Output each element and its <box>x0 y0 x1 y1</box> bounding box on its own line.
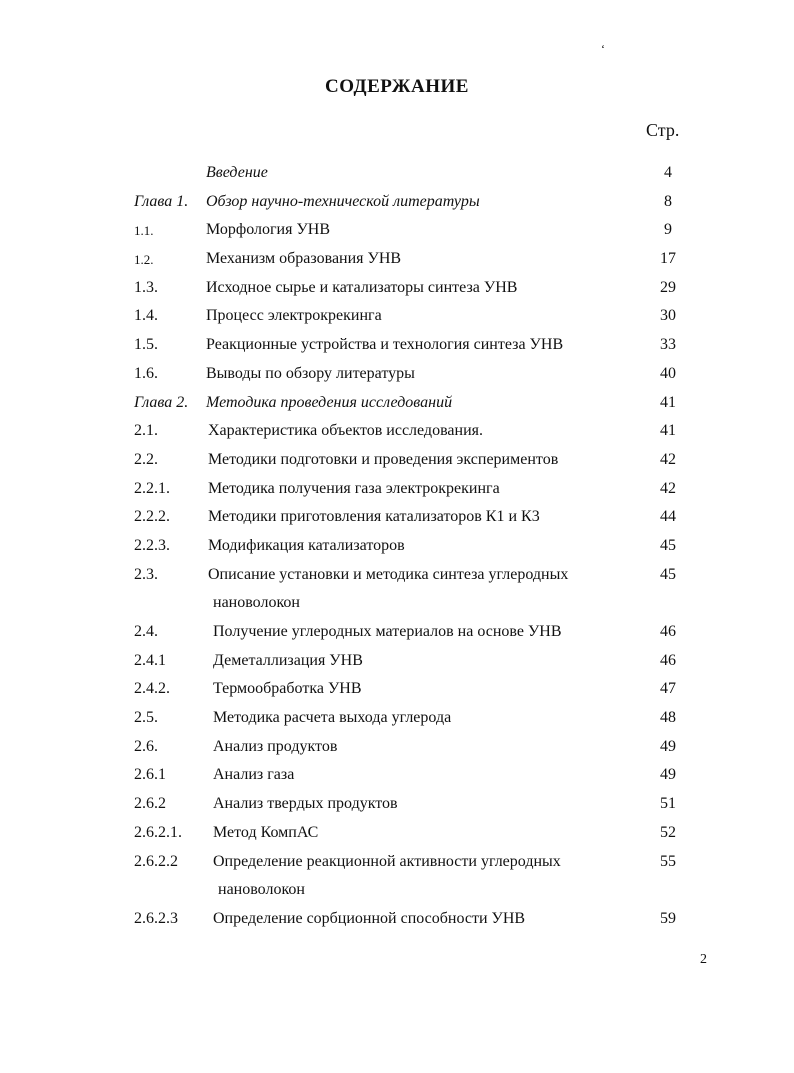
toc-entry-number: 2.5. <box>134 709 158 727</box>
toc-entry-page: 33 <box>660 336 676 354</box>
toc-entry <box>0 478 794 507</box>
toc-entry-title: Выводы по обзору литературы <box>206 364 415 382</box>
toc-entry-page: 29 <box>660 278 676 296</box>
toc-entry <box>0 334 794 363</box>
toc-entry <box>0 162 794 191</box>
toc-entry-page: 17 <box>660 250 676 268</box>
toc-entry-title: Методики приготовления катализаторов К1 и К3 <box>208 508 540 526</box>
page-title: СОДЕРЖАНИЕ <box>325 76 469 97</box>
toc-entry-title: Анализ твердых продуктов <box>213 795 398 813</box>
toc-entry-title: Исходное сырье и катализаторы синтеза УНВ <box>206 278 518 296</box>
toc-entry-number: 2.6.1 <box>134 766 166 784</box>
toc-entry-number: 2.6.2 <box>134 795 166 813</box>
toc-entry-number: 2.1. <box>134 422 158 440</box>
toc-entry-page: 42 <box>660 479 676 497</box>
toc-entry-number: 2.2.2. <box>134 508 170 526</box>
toc-entry-title: Методика расчета выхода углерода <box>213 709 452 727</box>
toc-entry-title: Методики подготовки и проведения экспериментов <box>208 450 559 468</box>
toc-entry-page: 51 <box>660 795 676 813</box>
toc-entry-page: 47 <box>660 680 676 698</box>
toc-entry-number: 2.4.2. <box>134 680 170 698</box>
toc-entry-title: Описание установки и методика синтеза углеродных <box>208 565 569 583</box>
toc-entry-number: 1.3. <box>134 278 158 296</box>
toc-entry-page: 41 <box>660 393 676 411</box>
stray-mark: ʻ <box>601 42 605 56</box>
toc-entry-title-continued: нановолокон <box>218 881 305 899</box>
toc-entry <box>0 305 794 334</box>
toc-entry <box>0 248 794 277</box>
toc-entry <box>0 564 794 593</box>
toc-entry-title: Метод КомпАС <box>213 823 319 841</box>
toc-entry-number: Глава 1. <box>134 192 189 210</box>
footer-page-number: 2 <box>700 952 707 967</box>
toc-entry-title: Определение реакционной активности углеродных <box>213 852 561 870</box>
toc-entry <box>0 621 794 650</box>
toc-entry-number: 1.4. <box>134 307 158 325</box>
toc-entry-page: 9 <box>664 221 672 239</box>
toc-entry <box>0 191 794 220</box>
toc-entry-number: Глава 2. <box>134 393 189 411</box>
toc-entry-number: 2.3. <box>134 565 158 583</box>
table-of-contents <box>0 162 794 937</box>
toc-entry-title: Модификация катализаторов <box>208 536 405 554</box>
toc-entry <box>0 363 794 392</box>
toc-entry <box>0 793 794 822</box>
toc-entry-title: Характеристика объектов исследования. <box>208 422 483 440</box>
toc-entry-page: 30 <box>660 307 676 325</box>
toc-entry-continuation <box>0 592 794 621</box>
toc-entry-number: 1.5. <box>134 336 158 354</box>
toc-entry-title: Анализ продуктов <box>213 737 338 755</box>
toc-entry <box>0 506 794 535</box>
toc-entry <box>0 535 794 564</box>
toc-entry-title: Методика проведения исследований <box>206 393 453 411</box>
toc-entry-title: Получение углеродных материалов на основе УНВ <box>213 623 562 640</box>
toc-entry-number: 2.4.1 <box>134 651 166 669</box>
toc-entry-number: 1.1. <box>134 223 154 239</box>
toc-entry-page: 48 <box>660 709 676 727</box>
toc-entry-title: Обзор научно-технической литературы <box>206 192 480 210</box>
toc-entry-page: 46 <box>660 651 676 669</box>
toc-entry-page: 55 <box>660 852 676 870</box>
toc-entry-page: 40 <box>660 364 676 382</box>
toc-entry <box>0 420 794 449</box>
toc-entry-title: Введение <box>206 164 268 181</box>
toc-entry-number: 2.6.2.3 <box>134 909 178 927</box>
toc-entry-page: 8 <box>664 192 672 210</box>
toc-entry-title: Реакционные устройства и технология синтеза УНВ <box>206 336 564 354</box>
toc-entry <box>0 650 794 679</box>
toc-entry <box>0 736 794 765</box>
toc-entry-page: 52 <box>660 823 676 841</box>
toc-entry <box>0 277 794 306</box>
toc-entry-number: 2.6. <box>134 737 158 755</box>
toc-entry-page: 59 <box>660 909 676 927</box>
toc-entry-page: 4 <box>664 164 672 181</box>
toc-entry <box>0 908 794 937</box>
toc-entry-title: Морфология УНВ <box>206 221 331 239</box>
toc-entry <box>0 822 794 851</box>
page-column-label: Стр. <box>646 120 680 140</box>
toc-entry-title: Определение сорбционной способности УНВ <box>213 909 526 927</box>
toc-entry-page: 45 <box>660 536 676 554</box>
toc-entry-title: Термообработка УНВ <box>213 680 362 698</box>
toc-entry-number: 2.6.2.1. <box>134 823 182 841</box>
toc-entry-continuation <box>0 879 794 908</box>
toc-entry-page: 41 <box>660 422 676 440</box>
toc-entry-page: 42 <box>660 450 676 468</box>
toc-entry-page: 45 <box>660 565 676 583</box>
toc-entry <box>0 219 794 248</box>
toc-entry <box>0 707 794 736</box>
toc-entry-number: 2.6.2.2 <box>134 852 178 870</box>
toc-entry-number: 2.4. <box>134 623 158 640</box>
toc-entry-number: 1.2. <box>134 252 154 268</box>
toc-entry-page: 49 <box>660 766 676 784</box>
toc-entry-number: 2.2.1. <box>134 479 170 497</box>
toc-entry <box>0 851 794 880</box>
toc-entry <box>0 678 794 707</box>
toc-entry-title-continued: нановолокон <box>213 594 300 612</box>
toc-entry-page: 44 <box>660 508 676 526</box>
toc-entry-title: Анализ газа <box>213 766 295 784</box>
toc-entry <box>0 449 794 478</box>
toc-entry-number: 2.2.3. <box>134 536 170 554</box>
toc-entry-title: Процесс электрокрекинга <box>206 307 382 325</box>
toc-entry-page: 49 <box>660 737 676 755</box>
toc-entry-title: Механизм образования УНВ <box>206 250 402 268</box>
toc-entry-page: 46 <box>660 623 676 640</box>
toc-entry-number: 2.2. <box>134 450 158 468</box>
toc-entry-number: 1.6. <box>134 364 158 382</box>
toc-entry <box>0 764 794 793</box>
toc-entry-title: Методика получения газа электрокрекинга <box>208 479 500 497</box>
toc-entry <box>0 392 794 421</box>
toc-entry-title: Деметаллизация УНВ <box>213 651 363 669</box>
